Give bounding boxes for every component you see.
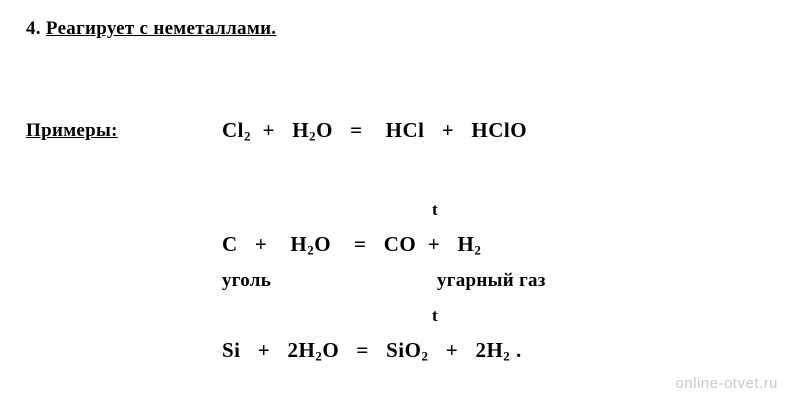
- examples-label: Примеры:: [26, 120, 118, 141]
- equation-carbon-water: C + $H_2O$ = CO + $H_2$: [222, 232, 482, 258]
- note-coal: уголь: [222, 270, 272, 291]
- equation-chlorine-water: $Cl_2 + H_2O$ = HCl + HClO: [222, 118, 528, 144]
- t-mark-silicon-icon: t: [432, 306, 438, 325]
- t-mark-carbon-icon: t: [432, 200, 438, 219]
- note-carbon-monoxide: угарный газ: [437, 270, 546, 291]
- section-title: Реагирует с неметаллами.: [45, 18, 277, 39]
- section-heading: [26, 18, 276, 40]
- equation-silicon-water: $Si + 2H_2O = SiO_2 + 2H_2$ .: [222, 338, 522, 364]
- watermark: online-otvet.ru: [675, 375, 778, 392]
- section-number: 4.: [26, 18, 41, 39]
